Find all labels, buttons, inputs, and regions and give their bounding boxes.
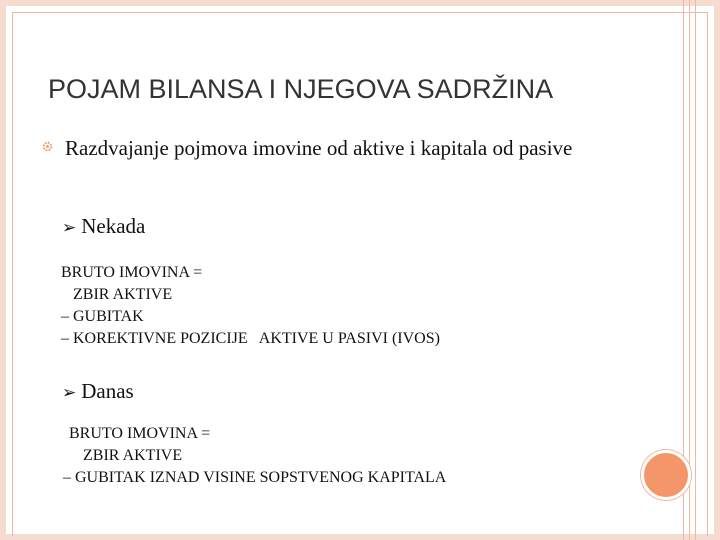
section-body-danas [63,423,447,489]
main-bullet-text: Razdvajanje pojmova imovine od aktive i kapitala od pasive [65,136,573,160]
body-line: BRUTO IMOVINA = [69,425,211,442]
decorative-rail [689,0,690,540]
body-line: – GUBITAK IZNAD VISINE SOPSTVENOG KAPITALA [63,469,447,486]
body-line: – KOREKTIVNE POZICIJE AKTIVE U PASIVI (IVOS) [61,330,440,347]
slide-title: POJAM BILANSA I NJEGOVA SADRŽINA [48,74,554,104]
decorative-rail [695,0,696,540]
section-heading-danas [62,378,134,406]
section-heading-label: Nekada [81,214,146,238]
body-line: ZBIR AKTIVE [83,447,183,464]
section-heading-nekada [62,213,145,241]
body-line: – GUBITAK [61,308,144,325]
arrow-bullet-icon: ➢ [62,218,77,238]
decorative-circle [641,450,691,500]
body-line: ZBIR AKTIVE [73,286,173,303]
arrow-bullet-icon: ➢ [62,383,77,403]
section-body-nekada [61,262,440,350]
body-line: BRUTO IMOVINA = [61,264,203,281]
gear-icon [42,141,53,152]
section-heading-label: Danas [81,379,134,403]
